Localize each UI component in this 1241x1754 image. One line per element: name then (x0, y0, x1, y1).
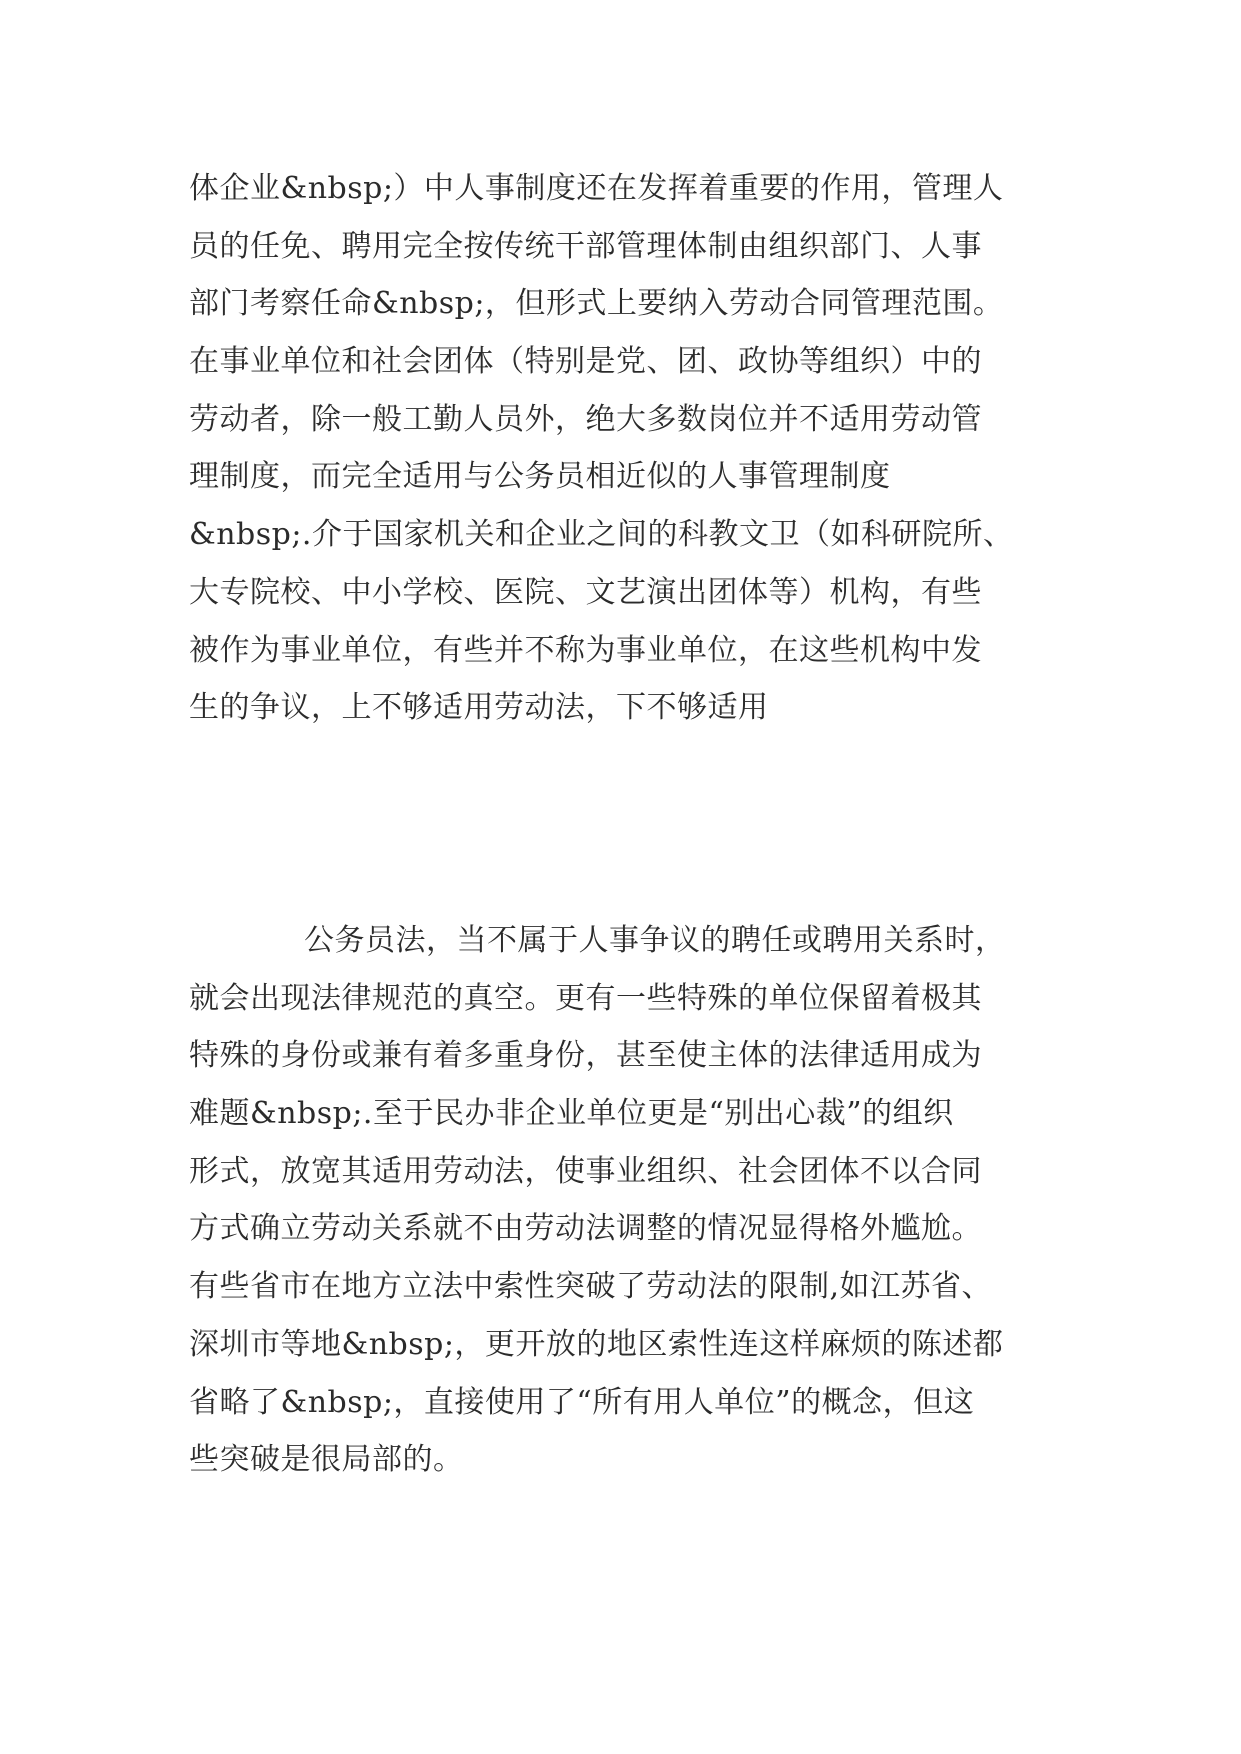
text-line: 有些省市在地方立法中索性突破了劳动法的限制,如江苏省、 (189, 1269, 993, 1305)
text-line: 形式，放宽其适用劳动法，使事业组织、社会团体不以合同 (189, 1153, 982, 1189)
text-line: 生的争议，上不够适用劳动法，下不够适用 (189, 690, 769, 726)
text-line: &nbsp;.介于国家机关和企业之间的科教文卫（如科研院所、 (189, 517, 1014, 553)
text-line: 深圳市等地&nbsp;，更开放的地区索性连这样麻烦的陈述都 (189, 1326, 1004, 1362)
text-line: 特殊的身份或兼有着多重身份，甚至使主体的法律适用成为 (189, 1038, 982, 1074)
text-line: 些突破是很局部的。 (189, 1442, 464, 1478)
text-line: 大专院校、中小学校、医院、文艺演出团体等）机构，有些 (189, 574, 982, 610)
text-line: 在事业单位和社会团体（特别是党、团、政协等组织）中的 (189, 344, 982, 380)
paragraph-1 (189, 160, 1069, 737)
text-line: 被作为事业单位，有些并不称为事业单位，在这些机构中发 (189, 632, 982, 668)
text-line: 部门考察任命&nbsp;，但形式上要纳入劳动合同管理范围。 (189, 286, 1004, 322)
paragraph-2 (189, 912, 1069, 1489)
text-line: 方式确立劳动关系就不由劳动法调整的情况显得格外尴尬。 (189, 1211, 982, 1247)
text-line: 就会出现法律规范的真空。更有一些特殊的单位保留着极其 (189, 980, 982, 1016)
text-line: 公务员法，当不属于人事争议的聘任或聘用关系时， (304, 923, 1006, 958)
text-line: 劳动者，除一般工勤人员外，绝大多数岗位并不适用劳动管 (189, 401, 982, 437)
text-line: 理制度，而完全适用与公务员相近似的人事管理制度 (189, 459, 891, 495)
text-line: 难题&nbsp;.至于民办非企业单位更是“别出心裁”的组织 (189, 1096, 954, 1132)
text-line: 省略了&nbsp;，直接使用了“所有用人单位”的概念，但这 (189, 1384, 975, 1420)
text-line: 体企业&nbsp;）中人事制度还在发挥着重要的作用，管理人 (189, 171, 1004, 206)
text-line: 员的任免、聘用完全按传统干部管理体制由组织部门、人事 (189, 228, 982, 264)
